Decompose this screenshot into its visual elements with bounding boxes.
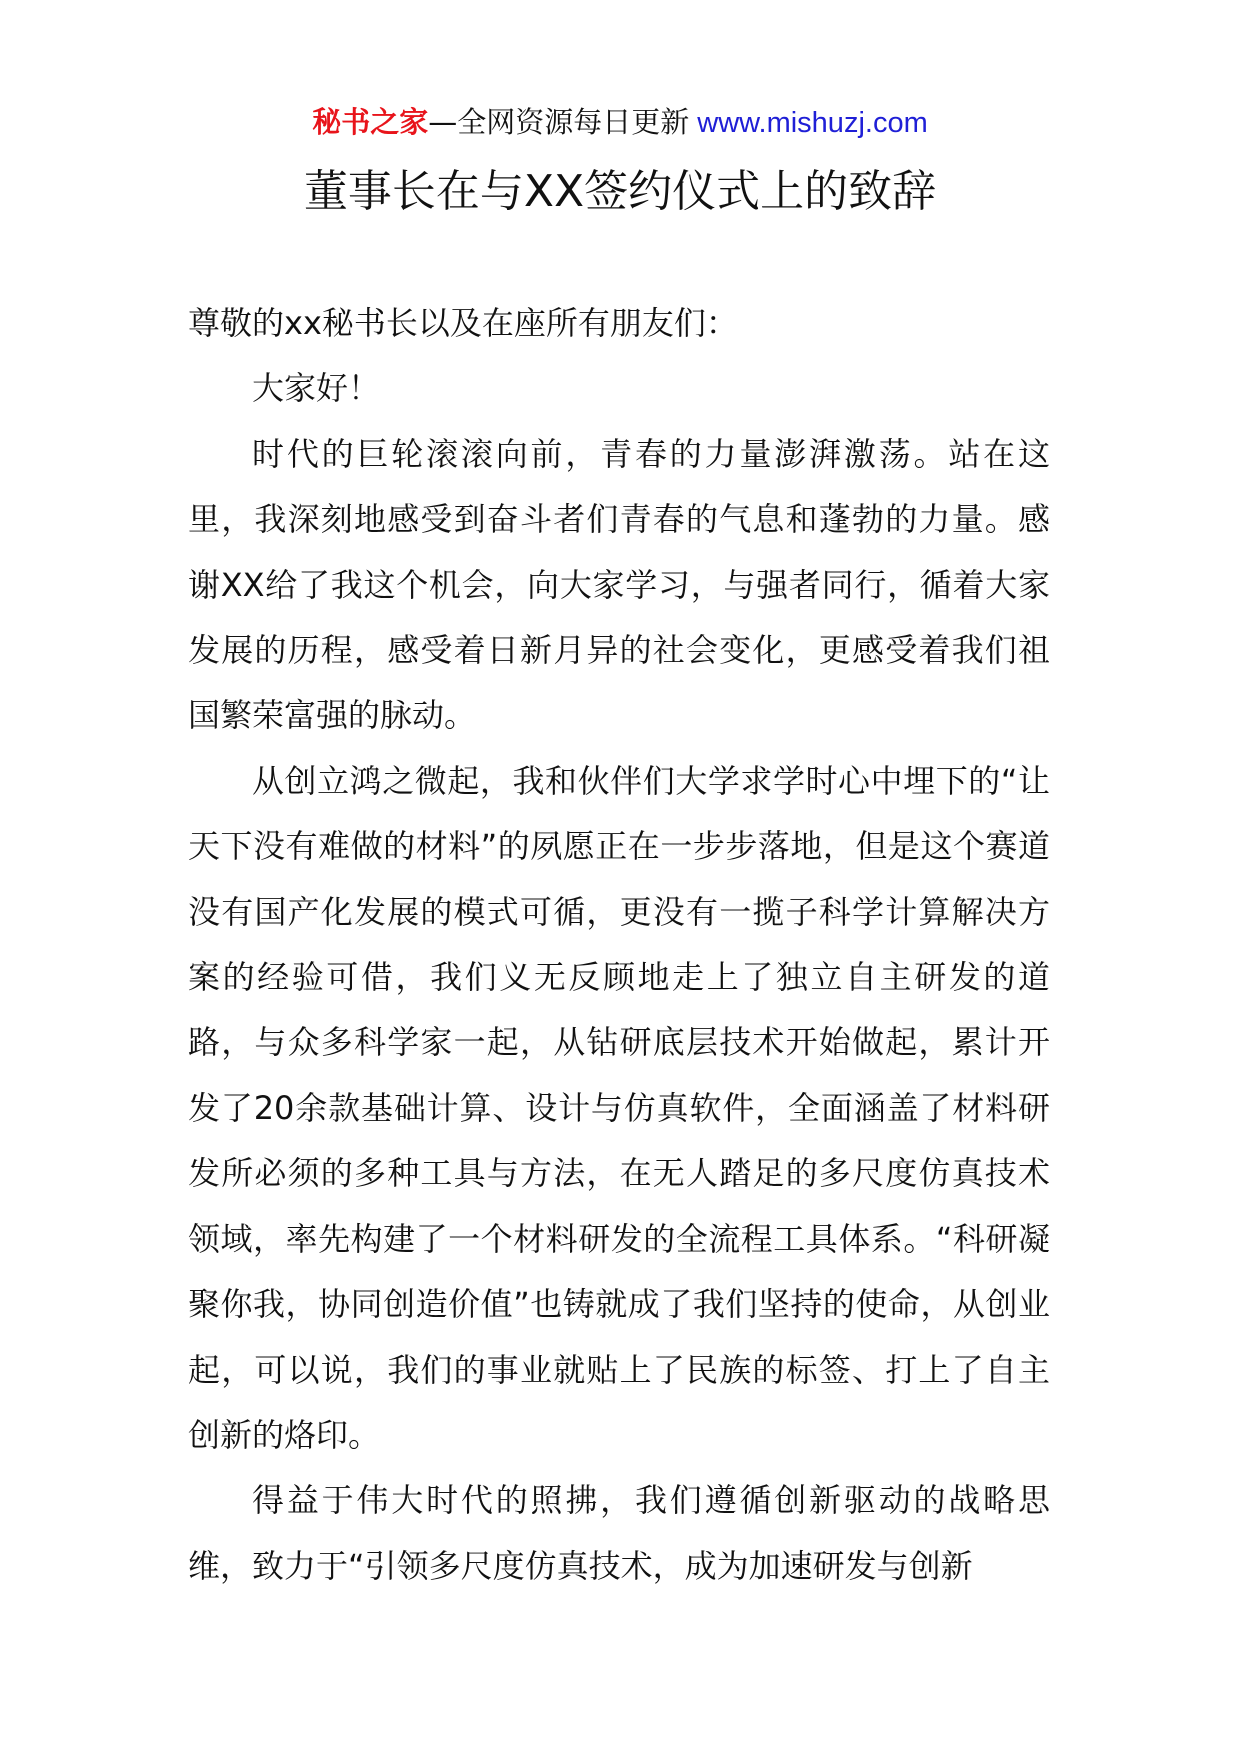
site-header bbox=[0, 102, 1240, 143]
paragraph-strategy: 得益于伟大时代的照拂，我们遵循创新驱动的战略思维，致力于“引领多尺度仿真技术，成为加速研发与创新 bbox=[188, 1481, 1050, 1585]
site-brand: 秘书之家 bbox=[312, 105, 429, 139]
paragraph-founding: 从创立鸿之微起，我和伙伴们大学求学时心中埋下的“让天下没有难做的材料”的夙愿正在一步步落地，但是这个赛道没有国产化发展的模式可循，更没有一揽子科学计算解决方案的经验可借，我们义无反顾地走上了独立自主研发的道路，与众多科学家一起，从钻研底层技术开始做起，累计开发了20余款基础计算、设计与仿真软件，全面涵盖了材料研发所必须的多种工具与方法，在无人踏足的多尺度仿真技术领域，率先构建了一个材料研发的全流程工具体系。“科研凝聚你我，协同创造价值”也铸就成了我们坚持的使命，从创业起，可以说，我们的事业就贴上了民族的标签、打上了自主创新的烙印。 bbox=[188, 761, 1050, 1454]
document-body bbox=[188, 291, 1050, 1599]
site-slogan: —全网资源每日更新 bbox=[428, 105, 690, 139]
paragraph-era: 时代的巨轮滚滚向前，青春的力量澎湃激荡。站在这里，我深刻地感受到奋斗者们青春的气息和蓬勃的力量。感谢XX给了我这个机会，向大家学习，与强者同行，循着大家发展的历程，感受着日新月异的社会变化，更感受着我们祖国繁荣富强的脉动。 bbox=[188, 434, 1050, 735]
site-url-link[interactable]: www.mishuzj.com bbox=[697, 107, 928, 139]
document-title: 董事长在与XX签约仪式上的致辞 bbox=[303, 166, 937, 217]
salutation: 尊敬的xx秘书长以及在座所有朋友们： bbox=[188, 304, 738, 342]
paragraph-greeting: 大家好！ bbox=[252, 369, 381, 408]
